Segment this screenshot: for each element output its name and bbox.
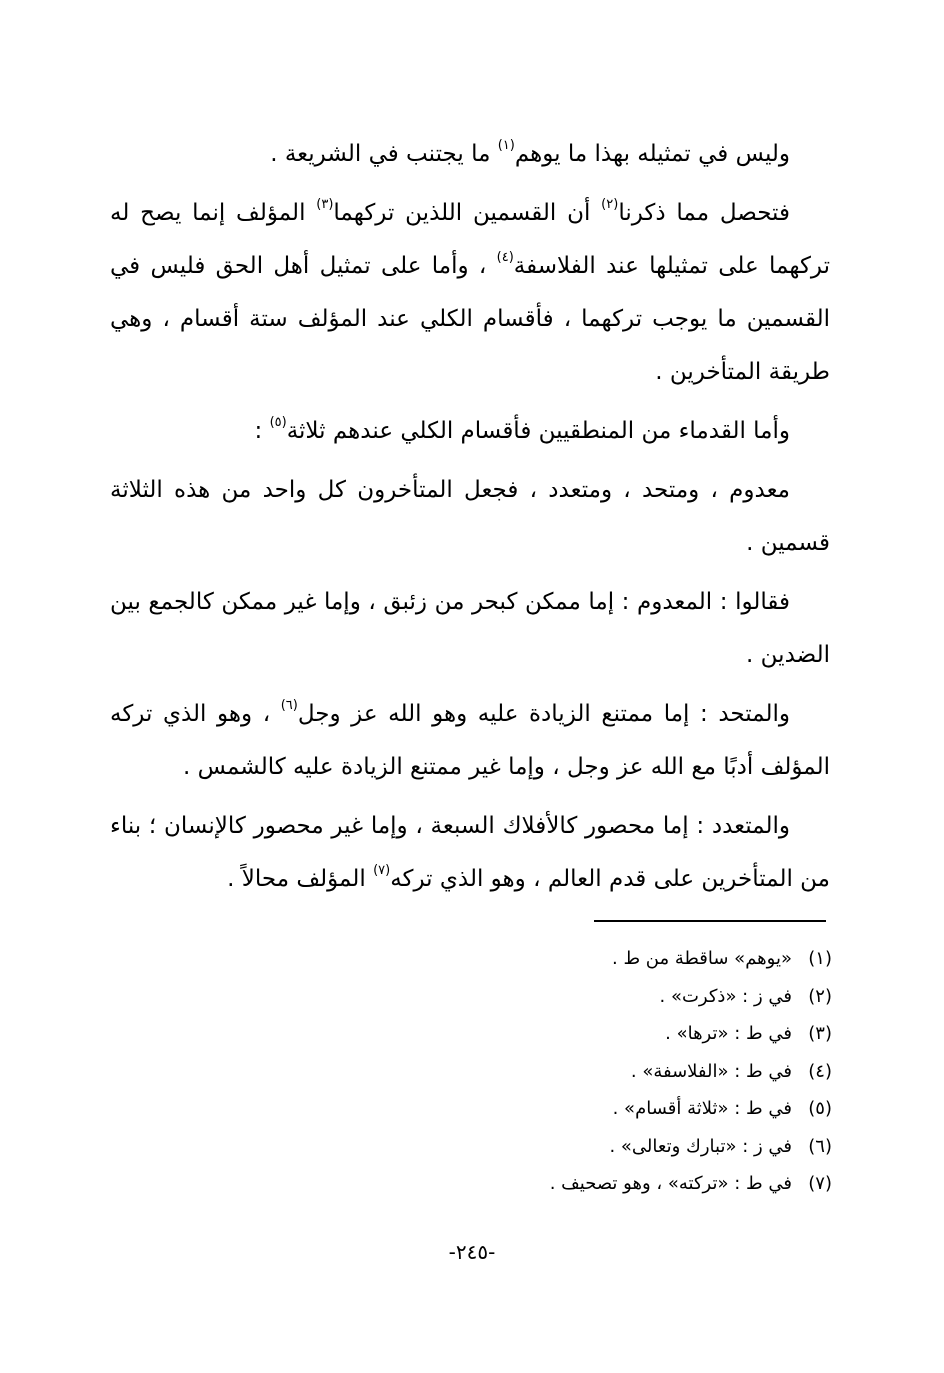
footnote-separator	[594, 920, 826, 922]
text-segment: ، وأما على تمثيل أهل الحق فليس في القسمين ما يوجب تركهما ، فأقسام الكلي عند المؤلف ستة أقسام ، وهي طريقة المتأخرين .	[110, 253, 830, 385]
text-segment: فتحصل مما ذكرنا	[618, 200, 790, 226]
footnote-item	[332, 1090, 832, 1128]
footnote-item	[332, 1053, 832, 1091]
footnote-marker: (١)	[497, 138, 515, 154]
text-segment: أن القسمين اللذين تركهما	[333, 200, 602, 226]
footnote-text: في ط : «ثلاثة أقسام» .	[612, 1098, 792, 1119]
text-segment: والمتعدد : إما محصور كالأفلاك السبعة ، وإما غير محصور كالإنسان ؛ بناء من المتأخرين على قدم العالم ، وهو الذي تركه	[110, 813, 830, 892]
footnote-marker: (٣)	[316, 197, 334, 213]
footnote-marker: (٤)	[496, 250, 514, 266]
page-number: -٢٤٥-	[448, 1240, 496, 1264]
footnote-marker: (٥)	[269, 415, 287, 431]
paragraph	[110, 464, 830, 570]
footnote-marker: (٢)	[601, 197, 619, 213]
footnote-number: (٦)	[808, 1135, 832, 1157]
footnote-number: (٤)	[808, 1060, 832, 1082]
paragraph	[110, 405, 830, 458]
paragraph	[110, 187, 830, 399]
footnote-number: (١)	[808, 948, 832, 969]
footnote-number: (٢)	[808, 985, 832, 1007]
paragraph	[110, 800, 830, 906]
footnotes	[332, 940, 832, 1203]
paragraph	[110, 576, 830, 682]
paragraph	[110, 688, 830, 794]
footnote-text: في ز : «تبارك وتعالى» .	[609, 1135, 792, 1157]
text-segment: معدوم ، ومتحد ، ومتعدد ، فجعل المتأخرون كل واحد من هذه الثلاثة قسمين .	[110, 477, 830, 556]
text-segment: وأما القدماء من المنطقيين فأقسام الكلي عندهم ثلاثة	[286, 418, 790, 444]
footnote-item	[332, 1165, 832, 1203]
footnote-item	[332, 940, 832, 978]
text-segment: فقالوا : المعدوم : إما ممكن كبحر من زئبق ، وإما غير ممكن كالجمع بين الضدين .	[110, 589, 830, 668]
footnote-text: «يوهم» ساقطة من ط .	[612, 948, 792, 969]
footnote-item	[332, 1128, 832, 1166]
paragraph	[110, 128, 830, 181]
footnote-text: في ط : «الفلاسفة» .	[630, 1060, 792, 1082]
main-text	[110, 128, 830, 912]
footnote-text: في ط : «تركته» ، وهو تصحيف .	[549, 1173, 792, 1194]
footnote-text: في ط : «ترها» .	[665, 1023, 792, 1044]
footnote-marker: (٦)	[280, 698, 298, 714]
footnote-item	[332, 978, 832, 1016]
text-segment: والمتحد : إما ممتنع الزيادة عليه وهو الله عز وجل	[297, 701, 790, 727]
footnote-number: (٥)	[808, 1098, 832, 1119]
text-segment: وليس في تمثيله بهذا ما يوهم	[514, 141, 790, 167]
text-segment: ، وهو الذي تركه المؤلف أدبًا مع الله عز وجل ، وإما غير ممتنع الزيادة عليه كالشمس .	[110, 701, 830, 780]
footnote-number: (٣)	[808, 1023, 832, 1044]
text-segment: المؤلف إنما يصح له تركهما على تمثيلها عند الفلاسفة	[110, 200, 830, 279]
footnote-text: في ز : «ذكرت» .	[659, 985, 792, 1007]
text-segment: المؤلف محالاً .	[227, 866, 374, 892]
footnote-number: (٧)	[808, 1173, 832, 1194]
text-segment: ما يجتنب في الشريعة .	[270, 141, 498, 167]
footnote-marker: (٧)	[373, 863, 391, 879]
text-segment: :	[254, 418, 270, 444]
footnote-item	[332, 1015, 832, 1053]
